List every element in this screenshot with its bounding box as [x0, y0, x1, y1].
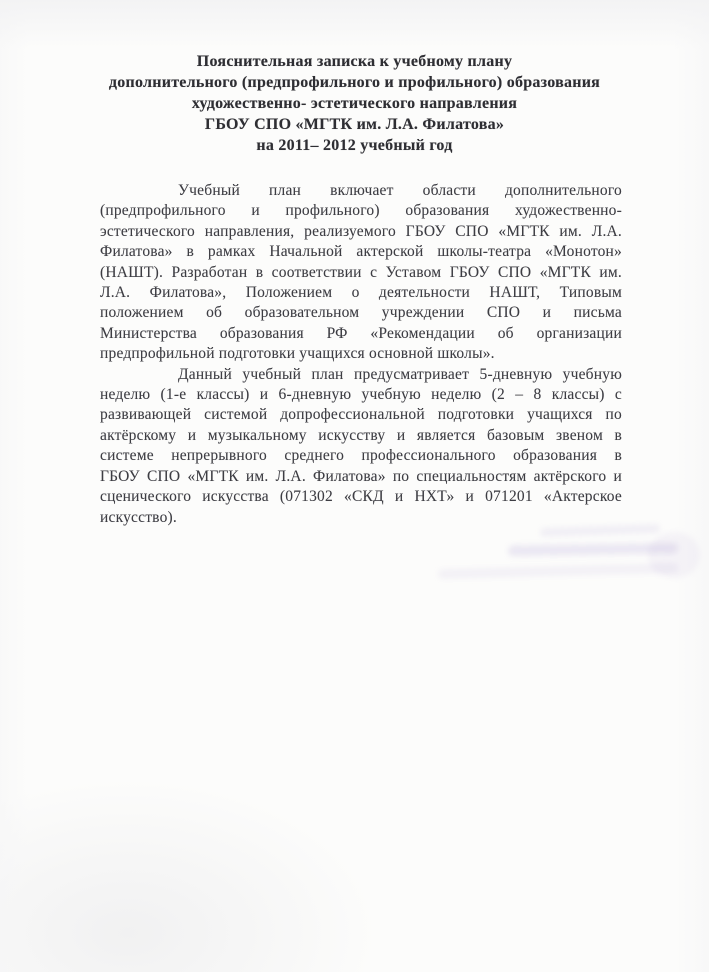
paragraph-1-line: положением об образовательном учреждении СПО и письма	[100, 304, 622, 322]
title-line-5: на 2011– 2012 учебный год	[256, 137, 453, 154]
paragraph-2-line: ГБОУ СПО «МГТК им. Л.А. Филатова» по специальностям актёрского и	[100, 467, 622, 485]
ink-bleed-smudge	[508, 543, 678, 557]
paragraph-1-line: предпрофильной подготовки учащихся основной школы».	[100, 345, 495, 363]
paragraph-2-line: искусство).	[100, 508, 177, 526]
paragraph-1	[100, 181, 622, 365]
title-line-3: художественно- эстетического направления	[191, 95, 518, 112]
title-line-2: дополнительного (предпрофильного и профильного) образования	[108, 74, 601, 91]
paragraph-1-line: Учебный план включает области дополнительного	[178, 182, 622, 199]
paragraph-2-line: системе непрерывного среднего профессионального образования в	[100, 447, 622, 465]
paragraph-2-line: актёрскому и музыкальному искусству и является базовым звеном в	[100, 426, 622, 444]
paragraph-2-line: сценического искусства (071302 «СКД и НХТ» и 071201 «Актерское	[100, 488, 622, 506]
paragraph-1-line: Л.А. Филатова», Положением о деятельности НАШТ, Типовым	[100, 284, 622, 302]
title-line-4: ГБОУ СПО «МГТК им. Л.А. Филатова»	[204, 116, 505, 133]
paragraph-1-line: Министерства образования РФ «Рекомендации об организации	[100, 324, 622, 342]
paragraph-1-line: Филатова» в рамках Начальной актерской школы-театра «Монотон»	[100, 243, 622, 261]
ink-bleed-smudge	[438, 563, 678, 579]
title-line-1: Пояснительная записка к учебному плану	[196, 53, 513, 70]
document-body	[100, 181, 622, 528]
paragraph-1-line: (НАШТ). Разработан в соответствии с Уставом ГБОУ СПО «МГТК им.	[100, 263, 622, 281]
paragraph-2-line: неделю (1-е классы) и 6-дневную учебную неделю (2 – 8 классы) с	[100, 386, 622, 404]
paragraph-1-line: эстетического направления, реализуемого ГБОУ СПО «МГТК им. Л.А.	[100, 222, 622, 240]
ink-bleed-artifact	[498, 524, 698, 590]
paragraph-2	[100, 365, 622, 528]
paragraph-2-line: развивающей системой допрофессиональной подготовки учащихся по	[100, 406, 622, 424]
ink-bleed-smudge	[648, 532, 700, 578]
document-title	[84, 51, 625, 156]
paragraph-1-line: (предпрофильного и профильного) образования художественно-	[100, 202, 622, 220]
paragraph-2-line: Данный учебный план предусматривает 5-дневную учебную	[178, 365, 622, 383]
